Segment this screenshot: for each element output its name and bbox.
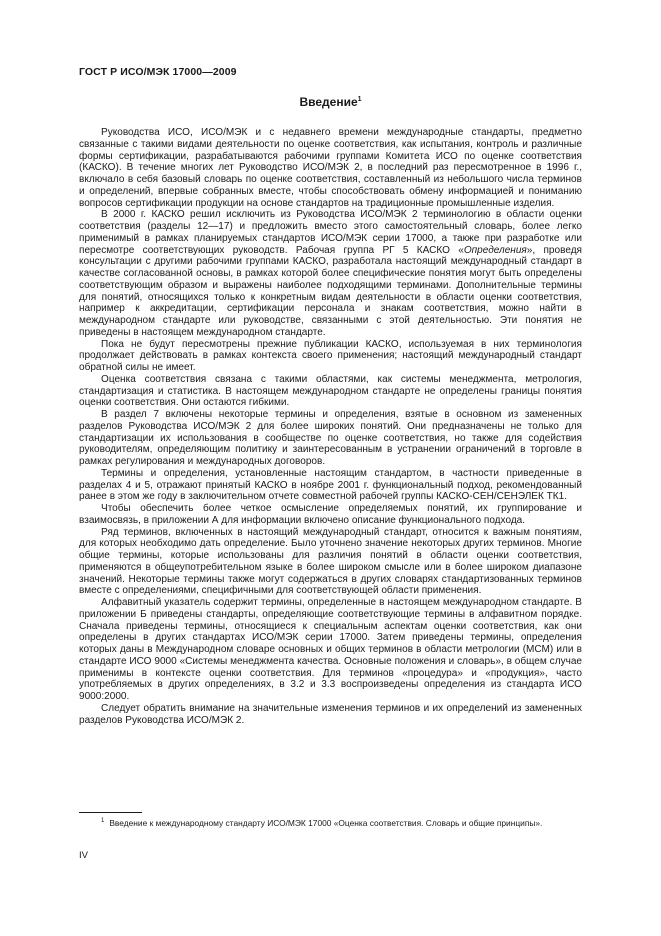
paragraph: Оценка соответствия связана с такими областями, как системы менеджмента, метрология, стандартизация и статистика. В настоящем международном стандарте не определены границы понятия оценки соответствия. Они остаются гибкими.: [79, 373, 582, 409]
paragraph: Алфавитный указатель содержит термины, определенные в настоящем международном стандарте. В приложении Б приведены стандарты, определяющие соответствующие термины в алфавитном порядке. Сначала приведены термины, относящиеся к специальным аспектам оценки соответствия, как они определены в других стандартах ИСО/МЭК серии 17000. Затем приведены термины, определения которых даны в Международном словаре основных и общих терминов в области метрологии (МСМ) или в стандарте ИСО 9000 «Системы менеджмента качества. Основные положения и словарь», в общем случае применимы в контексте оценки соответствия. Для терминов «процедура» и «продукция», часто употребляемых в других определениях, в 3.2 и 3.3 воспроизведены определения из стандарта ИСО 9000:2000.: [79, 597, 582, 702]
footnote-text: Введение к международному стандарту ИСО/МЭК 17000 «Оценка соответствия. Словарь и общие принципы».: [109, 818, 543, 828]
paragraph: Ряд терминов, включенных в настоящий международный стандарт, относится к важным понятиям, для которых необходимо дать определение. Было уточнено значение некоторых других терминов. Многие общие термины, которые использованы для различия понятий в области оценки соответствия, применяются в общеупотребительном языке в более широком смысле или в более широком диапазоне значений. Некоторые термины также могут содержаться в других словарях стандартизованных терминов вместе с определениями, специфичными для соответствующей области применения.: [79, 526, 582, 597]
paragraph-text: В 2000 г. КАСКО решил исключить из Руководства ИСО/МЭК 2 терминологию в области оценки соответствия (разделы 12—17) и предложить вместо этого самостоятельный словарь, более легко применимый в рамках планируемых стандартов ИСО/МЭК серии 17000, а также при разработке или пересмотре соответствующих руководств. Рабочая группа РГ 5 КАСКО «: [79, 209, 582, 256]
page-number: IV: [79, 850, 88, 861]
paragraph: Следует обратить внимание на значительные изменения терминов и их определений из замененных разделов Руководства ИСО/МЭК 2.: [79, 702, 582, 726]
running-header: ГОСТ Р ИСО/МЭК 17000—2009: [79, 66, 237, 78]
footnote-reference[interactable]: 1: [357, 96, 362, 103]
paragraph-text: », проведя консультации с другими рабочими группами КАСКО, разработала настоящий международный стандарт в качестве согласованной основы, в рамках которой более специфические понятия могут быть определены соответствующим образом и выражены наиболее подходящими терминами. Дополнительные термины для понятий, относящихся только к конкретным видам деятельности в области оценки соответствия, например к аккредитации, сертификации персонала и знакам соответствия, можно найти в международном стандарте или руководстве, связанными с этой деятельностью. Эти понятия не приведены в настоящем международном стандарте.: [79, 244, 582, 338]
paragraph: В раздел 7 включены некоторые термины и определения, взятые в основном из замененных разделов Руководства ИСО/МЭК 2 для более широких понятий. Они предназначены не только для стандартизации их использования в сообществе по оценке соответствия, но также для содействия руководителям, определяющим политику и заинтересованным в устранении ограничений в торговле в рамках регулирования и международных договоров.: [79, 409, 582, 467]
paragraph: Пока не будут пересмотрены прежние публикации КАСКО, используемая в них терминология продолжает действовать в рамках контекста своего применения; настоящий международный стандарт обратной силы не имеет.: [79, 338, 582, 373]
paragraph: Руководства ИСО, ИСО/МЭК и с недавнего времени международные стандарты, предметно связанные с такими видами деятельности по оценке соответствия, как испытания, контроль и различные формы сертификации, разрабатываются рабочими группами Комитета ИСО по оценке соответствия (КАСКО). В течение многих лет Руководство ИСО/МЭК 2, в последний раз пересмотренное в 1996 г., включало в себя базовый словарь по оценке соответствия, составленный из небольшого числа терминов и определений, впервые собранных вместе, чтобы способствовать обмену информацией и пониманию вопросов сертификации продукции на основе стандартов на традиционные промышленные изделия.: [79, 127, 582, 209]
footnote-number: 1: [101, 818, 105, 825]
italic-term: Определения: [463, 244, 527, 256]
paragraph: Термины и определения, установленные настоящим стандартом, в частности приведенные в разделах 4 и 5, отражают принятый КАСКО в ноябре 2001 г. функциональный подход, рекомендованный ранее в этом же году в заключительном отчете совместной рабочей группы КАСКО-СЕН/СЕНЭЛЕК ТК1.: [79, 467, 582, 503]
introduction-body: [79, 127, 582, 726]
footnote-divider: [79, 812, 142, 813]
section-title-text: Введение: [299, 95, 358, 109]
section-title: [0, 95, 661, 109]
paragraph: [79, 209, 582, 338]
footnote: [79, 817, 582, 829]
paragraph: Чтобы обеспечить более четкое осмысление определяемых понятий, их группирование и взаимосвязь, в приложении А для информации включено описание функционального подхода.: [79, 503, 582, 526]
